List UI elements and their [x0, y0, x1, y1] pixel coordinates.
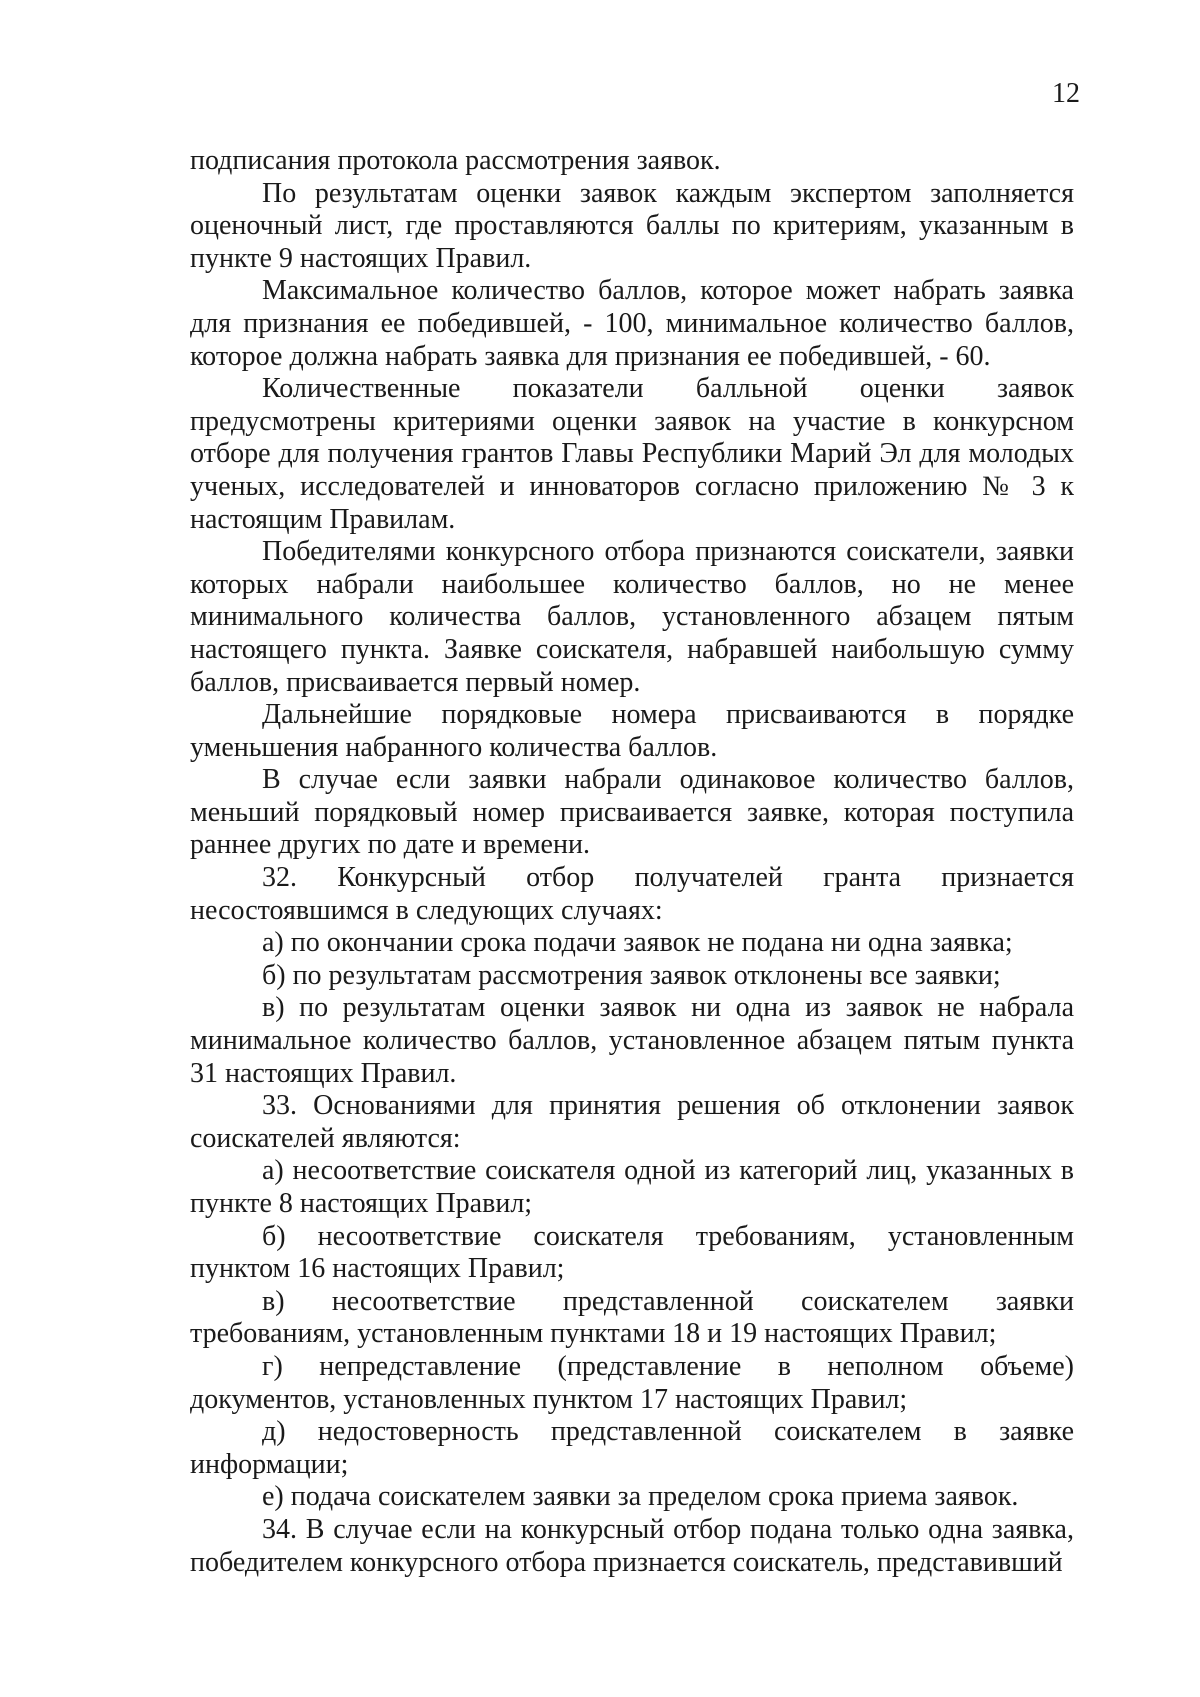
paragraph-clause-34: 34. В случае если на конкурсный отбор подана только одна заявка, победителем конкурсного отбора признается соискатель, представивший: [190, 1513, 1074, 1578]
paragraph-quantitative-indicators: Количественные показатели балльной оценки заявок предусмотрены критериями оценки заявок на участие в конкурсном отборе для получения грантов Главы Республики Марий Эл для молодых ученых, исследователей и инноваторов согласно приложению № 3 к настоящим Правилам.: [190, 373, 1074, 535]
list-item-32c: в) по результатам оценки заявок ни одна из заявок не набрала минимальное количество баллов, установленное абзацем пятым пункта 31 настоящих Правил.: [190, 992, 1074, 1089]
paragraph-evaluation-sheet: По результатам оценки заявок каждым экспертом заполняется оценочный лист, где проставляются баллы по критериям, указанным в пункте 9 настоящих Правил.: [190, 177, 1074, 274]
document-body: [190, 145, 1074, 1579]
paragraph-further-numbers: Дальнейшие порядковые номера присваиваются в порядке уменьшения набранного количества баллов.: [190, 699, 1074, 763]
list-item-33f: е) подача соискателем заявки за пределом срока приема заявок.: [262, 1481, 1019, 1513]
paragraph-equal-scores: В случае если заявки набрали одинаковое количество баллов, меньший порядковый номер присваивается заявке, которая поступила раннее других по дате и времени.: [190, 764, 1074, 861]
paragraph-continuation: подписания протокола рассмотрения заявок.: [190, 145, 721, 176]
list-item-33a: а) несоответствие соискателя одной из категорий лиц, указанных в пункте 8 настоящих Правил;: [190, 1155, 1074, 1219]
list-item-33c: в) несоответствие представленной соискателем заявки требованиям, установленным пунктами 18 и 19 настоящих Правил;: [190, 1285, 1074, 1350]
paragraph-winners: Победителями конкурсного отбора признаются соискатели, заявки которых набрали наибольшее количество баллов, но не менее минимального количества баллов, установленного абзацем пятым настоящего пункта. Заявке соискателя, набравшей наибольшую сумму баллов, присваивается первый номер.: [190, 536, 1074, 698]
list-item-33e: д) недостоверность представленной соискателем в заявке информации;: [190, 1416, 1074, 1480]
list-item-32b: б) по результатам рассмотрения заявок отклонены все заявки;: [262, 959, 1001, 991]
list-item-32a: а) по окончании срока подачи заявок не подана ни одна заявка;: [262, 927, 1013, 959]
paragraph-clause-33: 33. Основаниями для принятия решения об отклонении заявок соискателей являются:: [190, 1090, 1074, 1154]
list-item-33b: б) несоответствие соискателя требованиям, установленным пунктом 16 настоящих Правил;: [190, 1220, 1074, 1285]
paragraph-max-min-score: Максимальное количество баллов, которое может набрать заявка для признания ее победившей, - 100, минимальное количество баллов, которое должна набрать заявка для признания ее победившей, - 60.: [190, 275, 1074, 372]
paragraph-clause-32: 32. Конкурсный отбор получателей гранта признается несостоявшимся в следующих случаях:: [190, 862, 1074, 926]
list-item-33d: г) непредставление (представление в неполном объеме) документов, установленных пунктом 17 настоящих Правил;: [190, 1350, 1074, 1415]
page-number: 12: [1052, 78, 1080, 109]
